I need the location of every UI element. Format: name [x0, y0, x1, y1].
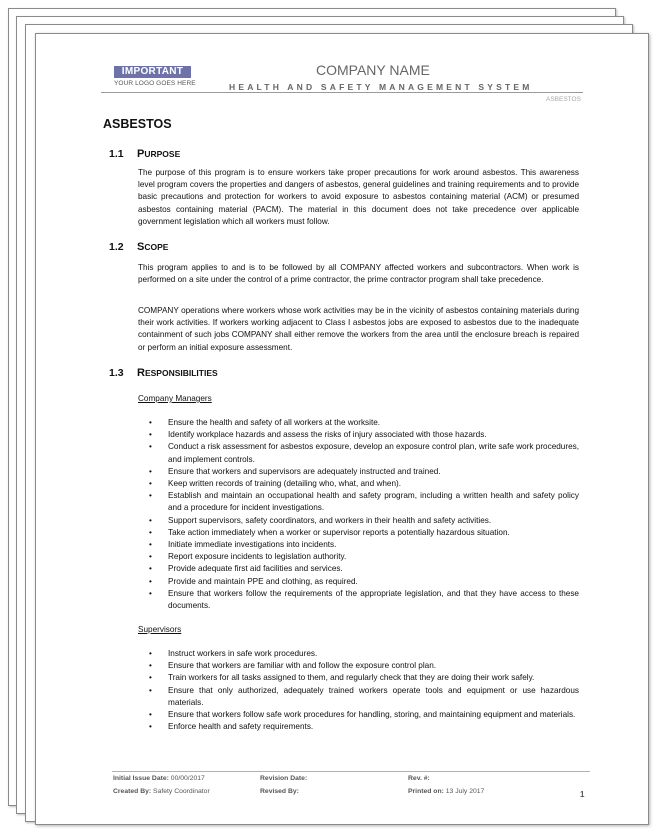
- footer-revision-date: [260, 775, 307, 782]
- list-item: • Establish and maintain an occupational health and safety program, including a written health and safety policy and a procedure for incident investigations.: [149, 490, 579, 514]
- purpose-paragraph: The purpose of this program is to ensure workers take proper precautions for work around asbestos. This awareness level program covers the properties and dangers of asbestos, general guidelines and training requirements and to provide basic precautions and protection for workers to avoid exposure to asbestos containing material (ACM) or presumed asbestos containing material (PACM). The material in this document does not take precedence over applicable government legislation which all workers must follow.: [138, 168, 579, 226]
- page-title: ASBESTOS: [103, 117, 172, 131]
- footer-label: Created By:: [113, 788, 152, 795]
- footer-divider: [112, 771, 590, 772]
- list-item: • Report exposure incidents to legislation authority.: [149, 551, 579, 563]
- system-name: HEALTH AND SAFETY MANAGEMENT SYSTEM: [229, 82, 533, 92]
- section-number: 1.1: [109, 148, 124, 160]
- section-title-rest: URPOSE: [144, 149, 181, 159]
- list-item: • Instruct workers in safe work procedures.: [149, 648, 579, 660]
- footer-label: Revision Date:: [260, 775, 308, 782]
- list-item: • Keep written records of training (detailing who, what, and when).: [149, 478, 579, 490]
- footer-value: Safety Coordinator: [153, 788, 210, 795]
- supervisors-list: [149, 648, 579, 733]
- footer-printed-on: [408, 788, 484, 795]
- header-divider: [101, 92, 583, 93]
- section-heading-scope: [109, 241, 168, 253]
- subheading-supervisors: Supervisors: [138, 625, 182, 634]
- section-title-initial: S: [137, 241, 145, 253]
- list-item: • Ensure the health and safety of all workers at the worksite.: [149, 417, 579, 429]
- list-item: • Identify workplace hazards and assess the risks of injury associated with those hazards.: [149, 429, 579, 441]
- list-item: • Support supervisors, safety coordinators, and workers in their health and safety activities.: [149, 515, 579, 527]
- list-item: • Initiate immediate investigations into incidents.: [149, 539, 579, 551]
- list-item: • Provide adequate first aid facilities and services.: [149, 563, 579, 575]
- footer-value: 13 July 2017: [445, 788, 485, 795]
- list-item: • Take action immediately when a worker or supervisor reports a potentially hazardous situation.: [149, 527, 579, 539]
- footer-revision-number: [408, 775, 430, 782]
- list-item: • Enforce health and safety requirements.: [149, 721, 579, 733]
- subheading-company-managers: Company Managers: [138, 394, 212, 403]
- section-heading-responsibilities: [109, 367, 218, 379]
- page-number: 1: [580, 790, 585, 799]
- list-item: • Ensure that workers follow safe work procedures for handling, storing, and maintaining equipment and materials.: [149, 709, 579, 721]
- footer-label: Initial Issue Date:: [113, 775, 169, 782]
- scope-paragraph-2: COMPANY operations where workers whose work activities may be in the vicinity of asbestos containing materials during their work activities. If workers working adjacent to Class I asbestos jobs are exposed to asbestos due to the inadequate containment of such jobs COMPANY shall either remove the workers from the area until the enclosure breach is repaired or perform an initial exposure assessment.: [138, 306, 579, 352]
- scope-paragraph-1: This program applies to and is to be followed by all COMPANY affected workers and subcontractors. When work is performed on a site under the control of a prime contractor, the prime contractor program shall take precedence.: [138, 263, 579, 285]
- list-item: • Provide and maintain PPE and clothing, as required.: [149, 576, 579, 588]
- footer-value: 00/00/2017: [170, 775, 205, 782]
- section-title-rest: ESPONSIBILITIES: [144, 368, 218, 378]
- section-title-initial: P: [137, 148, 145, 160]
- list-item: • Ensure that workers are familiar with and follow the exposure control plan.: [149, 660, 579, 672]
- section-heading-purpose: [109, 148, 180, 160]
- section-number: 1.2: [109, 241, 124, 253]
- list-item: • Train workers for all tasks assigned to them, and regularly check that they are doing their work safely.: [149, 672, 579, 684]
- document-page: [35, 33, 649, 825]
- company-name: COMPANY NAME: [316, 62, 430, 78]
- footer-initial-issue: [113, 775, 205, 782]
- list-item: • Ensure that workers follow the requirements of the appropriate legislation, and that they have access to these documents.: [149, 588, 579, 612]
- section-number: 1.3: [109, 367, 124, 379]
- logo-badge: IMPORTANT: [114, 66, 191, 78]
- document-tag: ASBESTOS: [546, 96, 581, 103]
- managers-list: [149, 417, 579, 612]
- footer-label: Printed on:: [408, 788, 444, 795]
- footer-created-by: [113, 788, 210, 795]
- list-item: • Conduct a risk assessment for asbestos exposure, develop an exposure control plan, write safe work procedures, and implement controls.: [149, 441, 579, 465]
- footer-label: Revised By:: [260, 788, 299, 795]
- logo-placeholder-text: YOUR LOGO GOES HERE: [114, 80, 196, 87]
- footer-revised-by: [260, 788, 299, 795]
- section-title-initial: R: [137, 367, 145, 379]
- footer-label: Rev. #:: [408, 775, 430, 782]
- list-item: • Ensure that workers and supervisors are adequately instructed and trained.: [149, 466, 579, 478]
- section-title-rest: COPE: [144, 242, 169, 252]
- list-item: • Ensure that only authorized, adequately trained workers operate tools and equipment or use hazardous materials.: [149, 685, 579, 709]
